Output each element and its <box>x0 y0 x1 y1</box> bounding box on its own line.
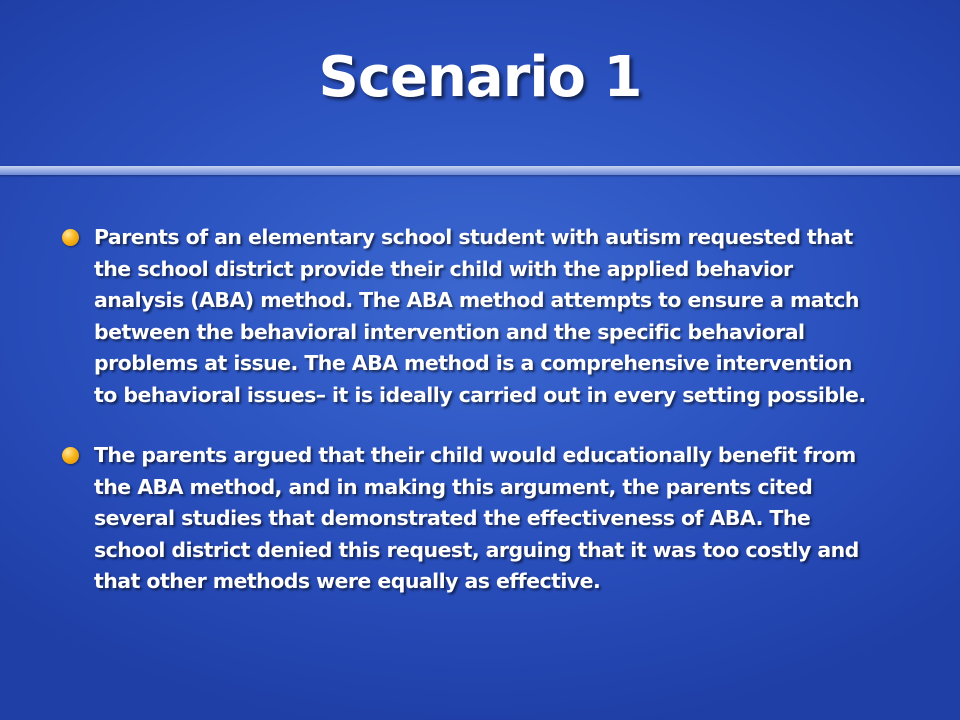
slide-title: Scenario 1 <box>318 45 642 110</box>
bullet-dot-icon <box>62 229 79 246</box>
bullet-list <box>62 222 902 627</box>
bullet-text: Parents of an elementary school student with autism requested that the school district provide their child with the applied behavior analysis (ABA) method. The ABA method attempts to ensure a match between the behavioral intervention and the specific behavioral problems at issue. The ABA method is a comprehensive intervention to behavioral issues– it is ideally carried out in every setting possible. <box>94 225 866 407</box>
bullet-item <box>62 440 902 598</box>
bullet-text: The parents argued that their child would educationally benefit from the ABA method, and in making this argument, the parents cited several studies that demonstrated the effectiveness of ABA. The school district denied this request, arguing that it was too costly and that other methods were equally as effective. <box>94 443 859 593</box>
title-divider <box>0 166 960 175</box>
bullet-item <box>62 222 902 411</box>
bullet-dot-icon <box>62 447 79 464</box>
